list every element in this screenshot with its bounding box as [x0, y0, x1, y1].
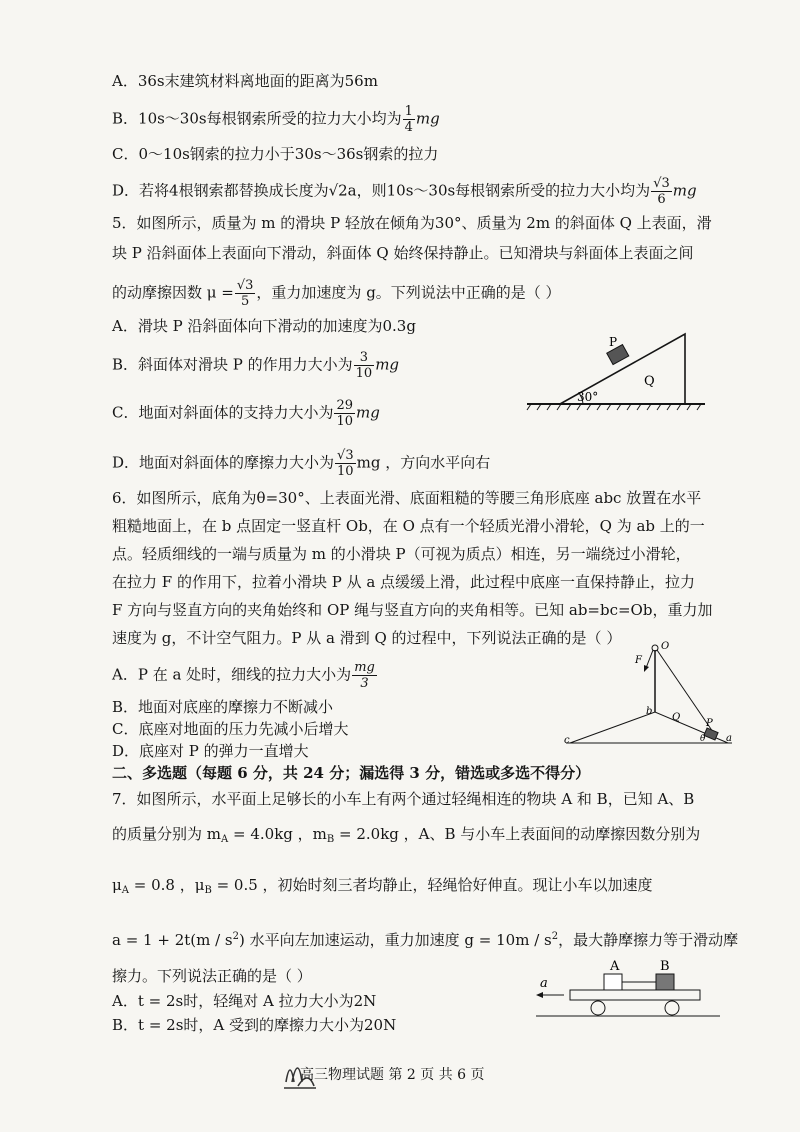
q5-mu-fraction — [235, 278, 256, 309]
q5-label-q: Q — [644, 374, 655, 389]
q5-option-b-unit: mg — [375, 355, 400, 374]
q4-option-c-text: C．0～10s钢索的拉力小于30s～36s钢索的拉力 — [112, 145, 439, 163]
q7-block-b — [656, 974, 674, 990]
q7-stem-line-5 — [112, 965, 312, 987]
q6-label-f: F — [635, 655, 642, 666]
q6-option-c-text: C．底座对地面的压力先减小后增大 — [112, 720, 349, 738]
page-footer — [300, 1064, 485, 1084]
q6-stem-line-1 — [112, 487, 701, 509]
q6-stem-line-3 — [112, 543, 691, 565]
q4-option-b-text: B．10s～30s每根钢索所受的拉力大小均为 — [112, 109, 402, 128]
q5-option-d-numerator: √3 — [337, 448, 354, 463]
q6-label-o: O — [661, 641, 670, 652]
q5-option-d — [112, 448, 490, 479]
q6-stem-line-5-text: F 方向与竖直方向的夹角始终和 OP 绳与竖直方向的夹角相等。已知 ab=bc=Ob，重力加 — [112, 601, 713, 619]
q6-force-f-arrow — [646, 650, 653, 668]
q7-accel-post: ) 水平向左加速运动，重力加速度 g = 10m / s — [239, 931, 552, 949]
q7-accel-arrowhead — [536, 992, 543, 998]
q5-stem-line-3-text: ，重力加速度为 g。下列说法中正确的是（ ） — [256, 283, 561, 302]
q6-option-a-numerator: mg — [354, 660, 375, 675]
q4-option-a — [112, 70, 378, 92]
q7-accel-formula: a = 1 + 2t(m / s — [112, 931, 233, 949]
q7-mu-a-label: μ — [112, 876, 122, 894]
q4-option-b-denominator: 4 — [404, 120, 413, 135]
q6-label-b: b — [646, 706, 653, 717]
q5-option-d-denominator: 10 — [337, 464, 354, 479]
q5-label-p: P — [609, 335, 618, 349]
q5-stem-line-2 — [112, 242, 693, 264]
q6-option-b-text: B．地面对底座的摩擦力不断减小 — [112, 698, 334, 716]
q5-option-b-fraction — [354, 350, 375, 381]
q4-option-d-fraction — [651, 176, 672, 207]
page-footer-text: 高三物理试题 第 2 页 共 6 页 — [300, 1067, 485, 1083]
q5-stem-line-3 — [112, 278, 561, 309]
q6-option-c — [112, 718, 348, 740]
q7-label-accel: a — [540, 976, 548, 991]
q5-option-a-text: A．滑块 P 沿斜面体向下滑动的加速度为0.3g — [112, 317, 416, 335]
q7-mass-a-label: 的质量分别为 m — [112, 825, 221, 843]
q4-option-d — [112, 176, 697, 207]
q7-accel-sup: 2 — [232, 931, 240, 942]
q6-option-b — [112, 696, 333, 718]
q7-mu-a-sub: A — [121, 885, 129, 896]
q7-block-a — [604, 974, 622, 990]
q4-option-b-fraction — [403, 104, 415, 135]
q4-option-b — [112, 104, 440, 135]
q7-label-a-block: A — [610, 959, 620, 974]
q6-label-c: c — [564, 735, 570, 746]
q5-option-d-unit: mg ，方向水平向右 — [356, 453, 491, 472]
section-2-title — [112, 762, 590, 784]
q7-mass-b-sub: B — [326, 834, 335, 845]
q5-label-angle: 30° — [577, 390, 599, 404]
q7-option-a — [112, 990, 376, 1012]
q6-stem-line-6 — [112, 627, 621, 649]
q5-stem-line-2-text: 块 P 沿斜面体上表面向下滑动，斜面体 Q 始终保持静止。已知滑块与斜面体上表面之间 — [112, 244, 694, 262]
q5-mu-label: 的动摩擦因数 μ = — [112, 283, 234, 302]
q5-incline-figure — [525, 330, 710, 412]
q5-option-b-text: B．斜面体对滑块 P 的作用力大小为 — [112, 355, 353, 374]
q5-stem-line-1-text: 5．如图所示，质量为 m 的滑块 P 轻放在倾角为30°、质量为 2m 的斜面体 Q 上表面，滑 — [112, 214, 712, 232]
q7-stem-line-1-text: 7．如图所示，水平面上足够长的小车上有两个通过轻绳相连的物块 A 和 B，已知 A、B — [112, 790, 695, 808]
q4-option-d-text: D．若将4根钢索都替换成长度为√2a，则10s～30s每根钢索所受的拉力大小均为 — [112, 181, 651, 200]
q6-block-p — [704, 728, 718, 740]
q7-g-post: ，最大静摩擦力等于滑动摩 — [558, 931, 739, 949]
q6-pulley-figure — [560, 640, 735, 750]
q7-wheel-right — [665, 1001, 679, 1015]
q7-mu-b-value: = 0.5 ，初始时刻三者均静止，轻绳恰好伸直。现让小车以加速度 — [211, 876, 653, 894]
q4-option-b-numerator: 1 — [404, 104, 413, 119]
q7-mass-a-value: = 4.0kg ，m — [228, 825, 327, 843]
q7-option-b-text: B．t = 2s时，A 受到的摩擦力大小为20N — [112, 1016, 397, 1034]
q5-option-d-text: D．地面对斜面体的摩擦力大小为 — [112, 453, 335, 472]
q5-option-b-numerator: 3 — [354, 350, 375, 366]
q6-rope-op — [657, 650, 713, 732]
q4-option-b-unit: mg — [415, 109, 440, 128]
q6-stem-line-5 — [112, 599, 712, 621]
q5-mu-denominator: 5 — [241, 294, 250, 309]
q5-option-c-fraction — [334, 398, 355, 429]
section-2-title-text: 二、多选题（每题 6 分，共 24 分；漏选得 3 分，错选或多选不得分） — [112, 764, 591, 782]
q6-label-theta: θ — [700, 734, 706, 744]
q7-cart-body — [570, 990, 700, 1000]
q7-stem-line-2 — [112, 823, 700, 851]
q5-mu-numerator: √3 — [236, 278, 254, 293]
q5-option-c-unit: mg — [356, 403, 380, 422]
q7-option-a-text: A．t = 2s时，轻绳对 A 拉力大小为2N — [112, 992, 377, 1010]
q6-option-a-denominator: 3 — [360, 676, 369, 691]
q6-stem-line-4-text: 在拉力 F 的作用下，拉着小滑块 P 从 a 点缓缓上滑，此过程中底座一直保持静止，拉力 — [112, 573, 696, 591]
q6-stem-line-1-text: 6．如图所示，底角为θ=30°、上表面光滑、底面粗糙的等腰三角形底座 abc 放置在水平 — [112, 489, 702, 507]
q7-stem-line-5-text: 擦力。下列说法正确的是（ ） — [112, 967, 312, 985]
q7-option-b — [112, 1014, 396, 1036]
q6-option-a-text: A．P 在 a 处时，细线的拉力大小为 — [112, 665, 352, 684]
q5-option-c-text: C．地面对斜面体的支持力大小为 — [112, 403, 334, 422]
q6-stem-line-2 — [112, 515, 705, 537]
q5-option-c-numerator: 29 — [336, 398, 354, 413]
q6-option-d — [112, 740, 309, 762]
q6-stem-line-4 — [112, 571, 695, 593]
q7-g-sup: 2 — [551, 931, 559, 942]
q7-mass-b-value: = 2.0kg ，A、B 与小车上表面间的动摩擦因数分别为 — [334, 825, 701, 843]
q5-option-c — [112, 398, 380, 429]
q5-stem-line-1 — [112, 212, 712, 234]
q5-option-c-denominator: 10 — [336, 414, 354, 429]
q5-option-a — [112, 315, 416, 337]
q7-mass-a-sub: A — [221, 834, 229, 845]
q4-option-d-denominator: 6 — [657, 192, 666, 207]
q4-option-d-numerator: √3 — [653, 176, 670, 191]
q6-label-a: a — [726, 733, 732, 744]
q6-option-a-fraction — [352, 660, 377, 691]
q6-option-d-text: D．底座对 P 的弹力一直增大 — [112, 742, 309, 760]
q4-option-c — [112, 143, 438, 165]
q5-option-b — [112, 350, 399, 381]
q5-option-b-denominator: 10 — [355, 366, 373, 381]
q6-label-q: Q — [672, 712, 681, 723]
q7-label-b-block: B — [660, 959, 670, 974]
q7-stem-line-4 — [112, 926, 738, 951]
q5-option-d-fraction — [335, 448, 356, 479]
q7-stem-line-1 — [112, 788, 694, 810]
q7-mu-b-sub: B — [204, 885, 212, 896]
q6-option-a — [112, 660, 378, 691]
q7-mu-a-value: = 0.8 ，μ — [128, 876, 205, 894]
q4-option-d-unit: mg — [672, 181, 697, 200]
q6-stem-line-3-text: 点。轻质细线的一端与质量为 m 的小滑块 P（可视为质点）相连，另一端绕过小滑轮， — [112, 545, 691, 563]
q4-option-a-text: A．36s末建筑材料离地面的距离为56m — [112, 72, 378, 90]
q6-stem-line-6-text: 速度为 g，不计空气阻力。P 从 a 滑到 Q 的过程中，下列说法正确的是（ ） — [112, 629, 622, 647]
q6-label-p: P — [706, 718, 713, 729]
q6-stem-line-2-text: 粗糙地面上，在 b 点固定一竖直杆 Ob，在 O 点有一个轻质光滑小滑轮，Q 为 ab 上的一 — [112, 517, 705, 535]
q6-force-f-arrowhead — [644, 665, 649, 672]
q7-wheel-left — [591, 1001, 605, 1015]
q7-stem-line-3 — [112, 874, 653, 902]
q7-cart-figure — [532, 957, 722, 1027]
